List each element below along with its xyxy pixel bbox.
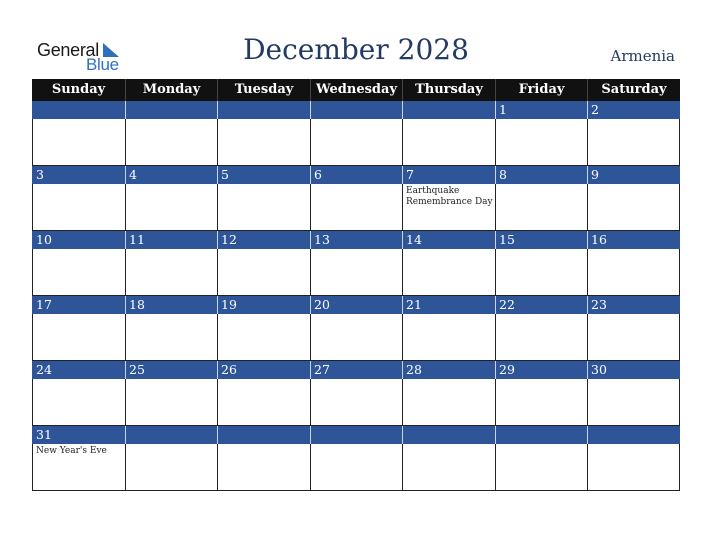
holiday-label: Earthquake Remembrance Day bbox=[406, 186, 493, 207]
day-cell-24[interactable] bbox=[32, 379, 125, 426]
day-cell-29[interactable] bbox=[495, 379, 587, 426]
day-cell-9[interactable] bbox=[587, 184, 680, 231]
band-divider bbox=[587, 426, 588, 444]
calendar-grid bbox=[32, 79, 680, 489]
day-number: 22 bbox=[499, 297, 515, 312]
empty-day-cell bbox=[495, 444, 587, 491]
day-cell-11[interactable] bbox=[125, 249, 217, 296]
day-cell-6[interactable] bbox=[310, 184, 402, 231]
day-cell-18[interactable] bbox=[125, 314, 217, 361]
day-cell-20[interactable] bbox=[310, 314, 402, 361]
day-cell-22[interactable] bbox=[495, 314, 587, 361]
day-number: 13 bbox=[314, 232, 330, 247]
day-cell-19[interactable] bbox=[217, 314, 310, 361]
day-cell-17[interactable] bbox=[32, 314, 125, 361]
empty-day-cell bbox=[402, 119, 495, 166]
day-number: 7 bbox=[406, 167, 414, 182]
day-number: 29 bbox=[499, 362, 515, 377]
band-divider bbox=[495, 426, 496, 444]
day-number: 14 bbox=[406, 232, 422, 247]
day-cell-3[interactable] bbox=[32, 184, 125, 231]
day-cell-26[interactable] bbox=[217, 379, 310, 426]
band-divider bbox=[310, 426, 311, 444]
day-number: 27 bbox=[314, 362, 330, 377]
band-divider bbox=[217, 101, 218, 119]
band-divider bbox=[217, 426, 218, 444]
weekday-header-wednesday: Wednesday bbox=[310, 79, 402, 101]
day-number: 2 bbox=[591, 102, 599, 117]
day-cell-23[interactable] bbox=[587, 314, 680, 361]
weekday-header-tuesday: Tuesday bbox=[217, 79, 310, 101]
day-cell-25[interactable] bbox=[125, 379, 217, 426]
day-number: 25 bbox=[129, 362, 145, 377]
weekday-header-sunday: Sunday bbox=[32, 79, 125, 101]
day-number: 5 bbox=[221, 167, 229, 182]
empty-day-cell bbox=[587, 444, 680, 491]
page-title: December 2028 bbox=[243, 33, 469, 66]
day-cell-13[interactable] bbox=[310, 249, 402, 296]
day-number: 17 bbox=[36, 297, 52, 312]
day-number: 1 bbox=[499, 102, 507, 117]
day-cell-30[interactable] bbox=[587, 379, 680, 426]
empty-day-cell bbox=[217, 444, 310, 491]
empty-day-cell bbox=[217, 119, 310, 166]
day-number: 4 bbox=[129, 167, 137, 182]
day-cell-16[interactable] bbox=[587, 249, 680, 296]
day-number: 10 bbox=[36, 232, 52, 247]
empty-day-cell bbox=[402, 444, 495, 491]
empty-day-cell bbox=[310, 444, 402, 491]
day-number: 24 bbox=[36, 362, 52, 377]
day-number: 15 bbox=[499, 232, 515, 247]
empty-day-cell bbox=[310, 119, 402, 166]
holiday-label: New Year's Eve bbox=[36, 446, 107, 456]
day-number: 31 bbox=[36, 427, 52, 442]
day-number: 19 bbox=[221, 297, 237, 312]
day-cell-4[interactable] bbox=[125, 184, 217, 231]
day-number: 20 bbox=[314, 297, 330, 312]
weekday-header-saturday: Saturday bbox=[587, 79, 680, 101]
day-cell-1[interactable] bbox=[495, 119, 587, 166]
day-number: 12 bbox=[221, 232, 237, 247]
day-number: 28 bbox=[406, 362, 422, 377]
band-divider bbox=[402, 426, 403, 444]
day-cell-21[interactable] bbox=[402, 314, 495, 361]
logo-text-blue: Blue bbox=[86, 55, 119, 74]
band-divider bbox=[402, 101, 403, 119]
day-cell-28[interactable] bbox=[402, 379, 495, 426]
day-cell-15[interactable] bbox=[495, 249, 587, 296]
day-number: 16 bbox=[591, 232, 607, 247]
weekday-header-friday: Friday bbox=[495, 79, 587, 101]
day-cell-10[interactable] bbox=[32, 249, 125, 296]
band-divider bbox=[310, 101, 311, 119]
day-number: 23 bbox=[591, 297, 607, 312]
day-cell-27[interactable] bbox=[310, 379, 402, 426]
day-cell-12[interactable] bbox=[217, 249, 310, 296]
day-cell-14[interactable] bbox=[402, 249, 495, 296]
day-cell-5[interactable] bbox=[217, 184, 310, 231]
day-number: 9 bbox=[591, 167, 599, 182]
day-number: 11 bbox=[129, 232, 145, 247]
band-divider bbox=[125, 426, 126, 444]
empty-day-cell bbox=[32, 119, 125, 166]
week-band bbox=[32, 426, 680, 444]
weekday-header-thursday: Thursday bbox=[402, 79, 495, 101]
day-number: 26 bbox=[221, 362, 237, 377]
day-number: 3 bbox=[36, 167, 44, 182]
day-number: 21 bbox=[406, 297, 422, 312]
empty-day-cell bbox=[125, 444, 217, 491]
day-cell-8[interactable] bbox=[495, 184, 587, 231]
band-divider bbox=[125, 101, 126, 119]
day-cell-2[interactable] bbox=[587, 119, 680, 166]
day-number: 30 bbox=[591, 362, 607, 377]
logo-text-general: General bbox=[37, 40, 99, 60]
day-number: 8 bbox=[499, 167, 507, 182]
weekday-header-monday: Monday bbox=[125, 79, 217, 101]
day-number: 18 bbox=[129, 297, 145, 312]
day-number: 6 bbox=[314, 167, 322, 182]
country-label: Armenia bbox=[610, 47, 675, 65]
empty-day-cell bbox=[125, 119, 217, 166]
